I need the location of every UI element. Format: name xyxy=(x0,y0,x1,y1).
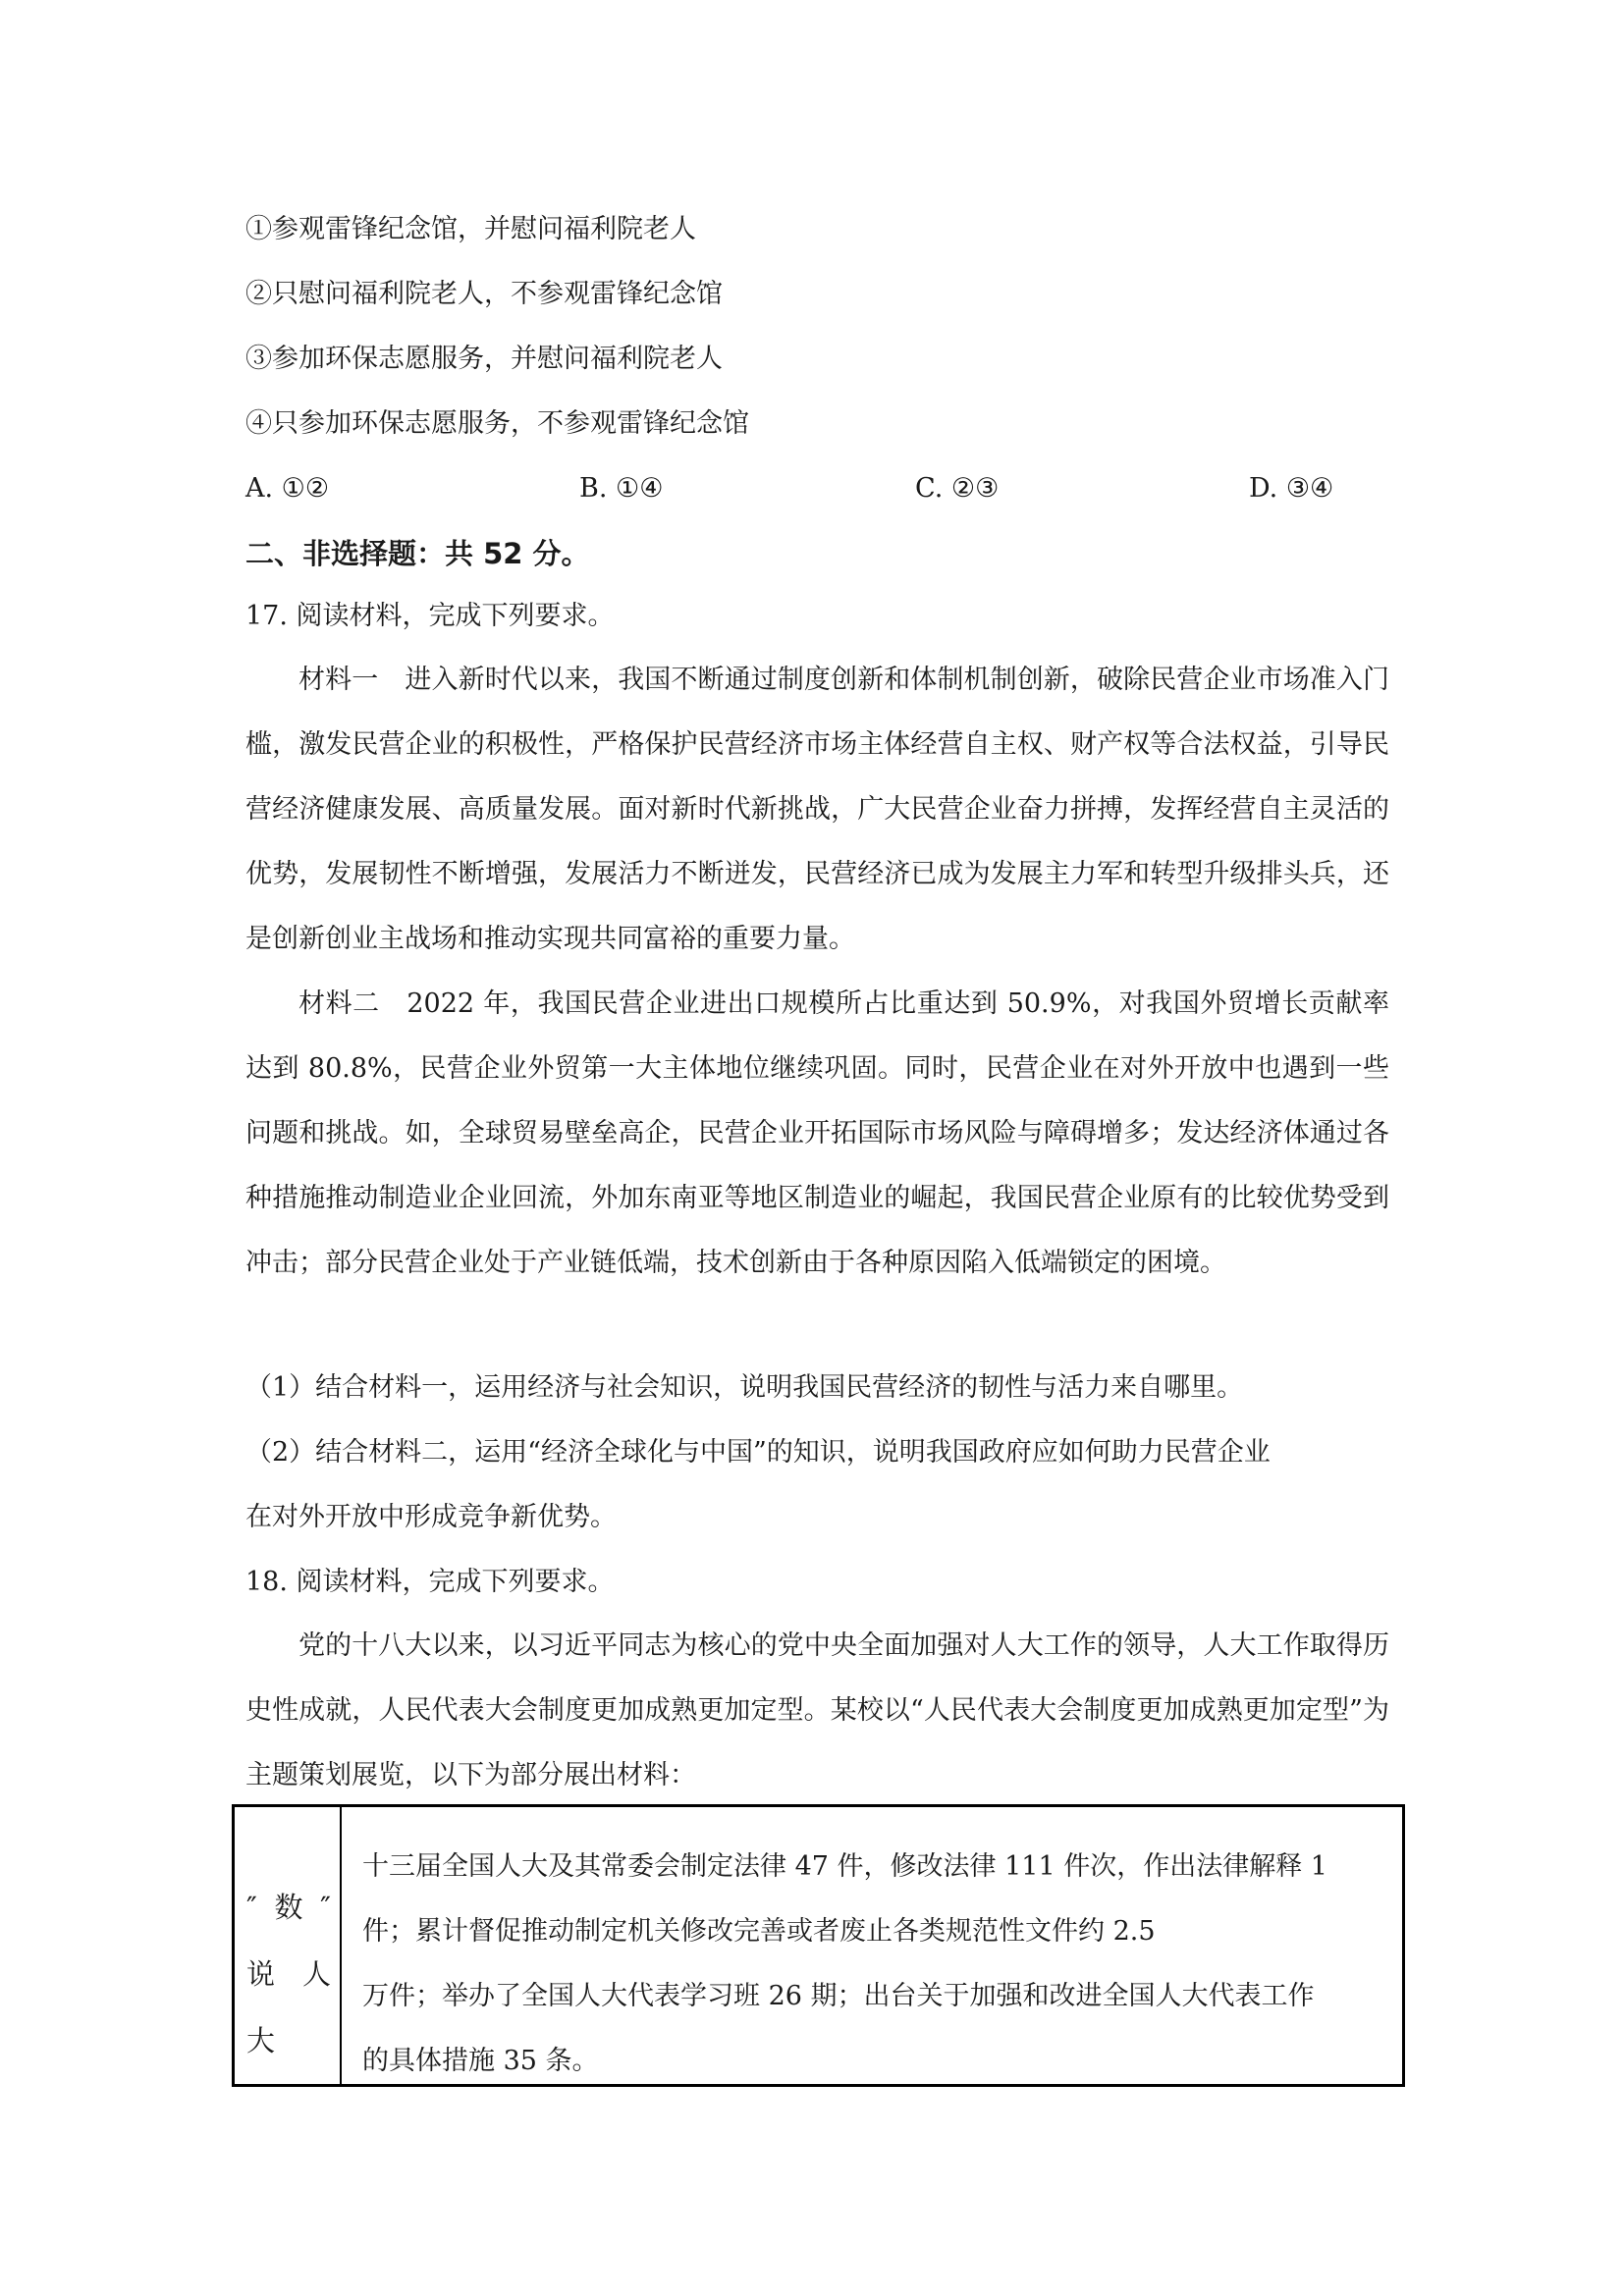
table-divider xyxy=(340,1807,342,2084)
statement-3: ③参加环保志愿服务，并慰问福利院老人 xyxy=(245,344,723,374)
label-char-ren: 人 xyxy=(301,1957,331,1991)
q17-material-2: 材料二 2022 年，我国民营企业进出口规模所占比重达到 50.9%，对我国外贸增长贡献率达到 80.8%，民营企业外贸第一大主体地位继续巩固。同时，民营企业在对外开放中也遇到一些问题和挑战。如，全球贸易壁垒高企，民营企业开拓国际市场风险与障碍增多；发达经济体通过各种措施推动制造业企业回流，外加东南亚等地区制造业的崛起，我国民营企业原有的比较优势受到冲击；部分民营企业处于产业链低端，技术创新由于各种原因陷入低端锁定的困境。 xyxy=(245,988,1389,1278)
q17-subquestion-2-cont: 在对外开放中形成竞争新优势。 xyxy=(245,1502,617,1532)
option-d: D. ③④ xyxy=(1249,473,1334,504)
exhibit-line-2: 件；累计督促推动制定机关修改完善或者废止各类规范性文件约 2.5 xyxy=(362,1916,1156,1947)
exhibit-line-4: 的具体措施 35 条。 xyxy=(362,2046,599,2076)
section-heading: 二、非选择题：共 52 分。 xyxy=(245,537,590,570)
exhibit-label-row-1 xyxy=(246,1888,331,1927)
exhibit-table xyxy=(232,1804,1405,2087)
statement-4: ④只参加环保志愿服务，不参观雷锋纪念馆 xyxy=(245,408,749,439)
option-b: B. ①④ xyxy=(579,473,664,504)
q18-material: 党的十八大以来，以习近平同志为核心的党中央全面加强对人大工作的领导，人大工作取得历史性成就，人民代表大会制度更加成熟更加定型。某校以“人民代表大会制度更加成熟更加定型”为主题策划展览，以下为部分展出材料： xyxy=(245,1630,1389,1790)
quote-mark-close: ″ xyxy=(320,1891,331,1924)
q17-stem: 17. 阅读材料，完成下列要求。 xyxy=(245,601,615,631)
q18-stem: 18. 阅读材料，完成下列要求。 xyxy=(245,1567,615,1597)
exhibit-content xyxy=(362,1835,1393,2094)
statement-2: ②只慰问福利院老人，不参观雷锋纪念馆 xyxy=(245,279,723,309)
q17-subquestion-1: （1）结合材料一，运用经济与社会知识，说明我国民营经济的韧性与活力来自哪里。 xyxy=(245,1372,1244,1403)
q17-subquestion-2: （2）结合材料二，运用“经济全球化与中国”的知识，说明我国政府应如何助力民营企业 xyxy=(245,1437,1271,1468)
option-a: A. ①② xyxy=(245,473,330,504)
label-char-shu: 数 xyxy=(274,1891,303,1924)
exhibit-label-row-3 xyxy=(246,2021,331,2060)
option-c: C. ②③ xyxy=(915,473,1000,504)
label-char-shuo: 说 xyxy=(246,1957,276,1991)
exhibit-label-row-2 xyxy=(246,1954,331,1994)
exhibit-line-3: 万件；举办了全国人大代表学习班 26 期；出台关于加强和改进全国人大代表工作 xyxy=(362,1981,1315,2011)
q17-material-1: 材料一 进入新时代以来，我国不断通过制度创新和体制机制创新，破除民营企业市场准入门槛，激发民营企业的积极性，严格保护民营经济市场主体经营自主权、财产权等合法权益，引导民营经济健康发展、高质量发展。面对新时代新挑战，广大民营企业奋力拼搏，发挥经营自主灵活的优势，发展韧性不断增强，发展活力不断迸发，民营经济已成为发展主力军和转型升级排头兵，还是创新创业主战场和推动实现共同富裕的重要力量。 xyxy=(245,665,1389,954)
statement-1: ①参观雷锋纪念馆，并慰问福利院老人 xyxy=(245,214,696,244)
quote-mark-open: ″ xyxy=(246,1891,257,1924)
label-char-da: 大 xyxy=(246,2024,276,2057)
exhibit-line-1: 十三届全国人大及其常委会制定法律 47 件，修改法律 111 件次，作出法律解释 1 xyxy=(362,1851,1327,1882)
